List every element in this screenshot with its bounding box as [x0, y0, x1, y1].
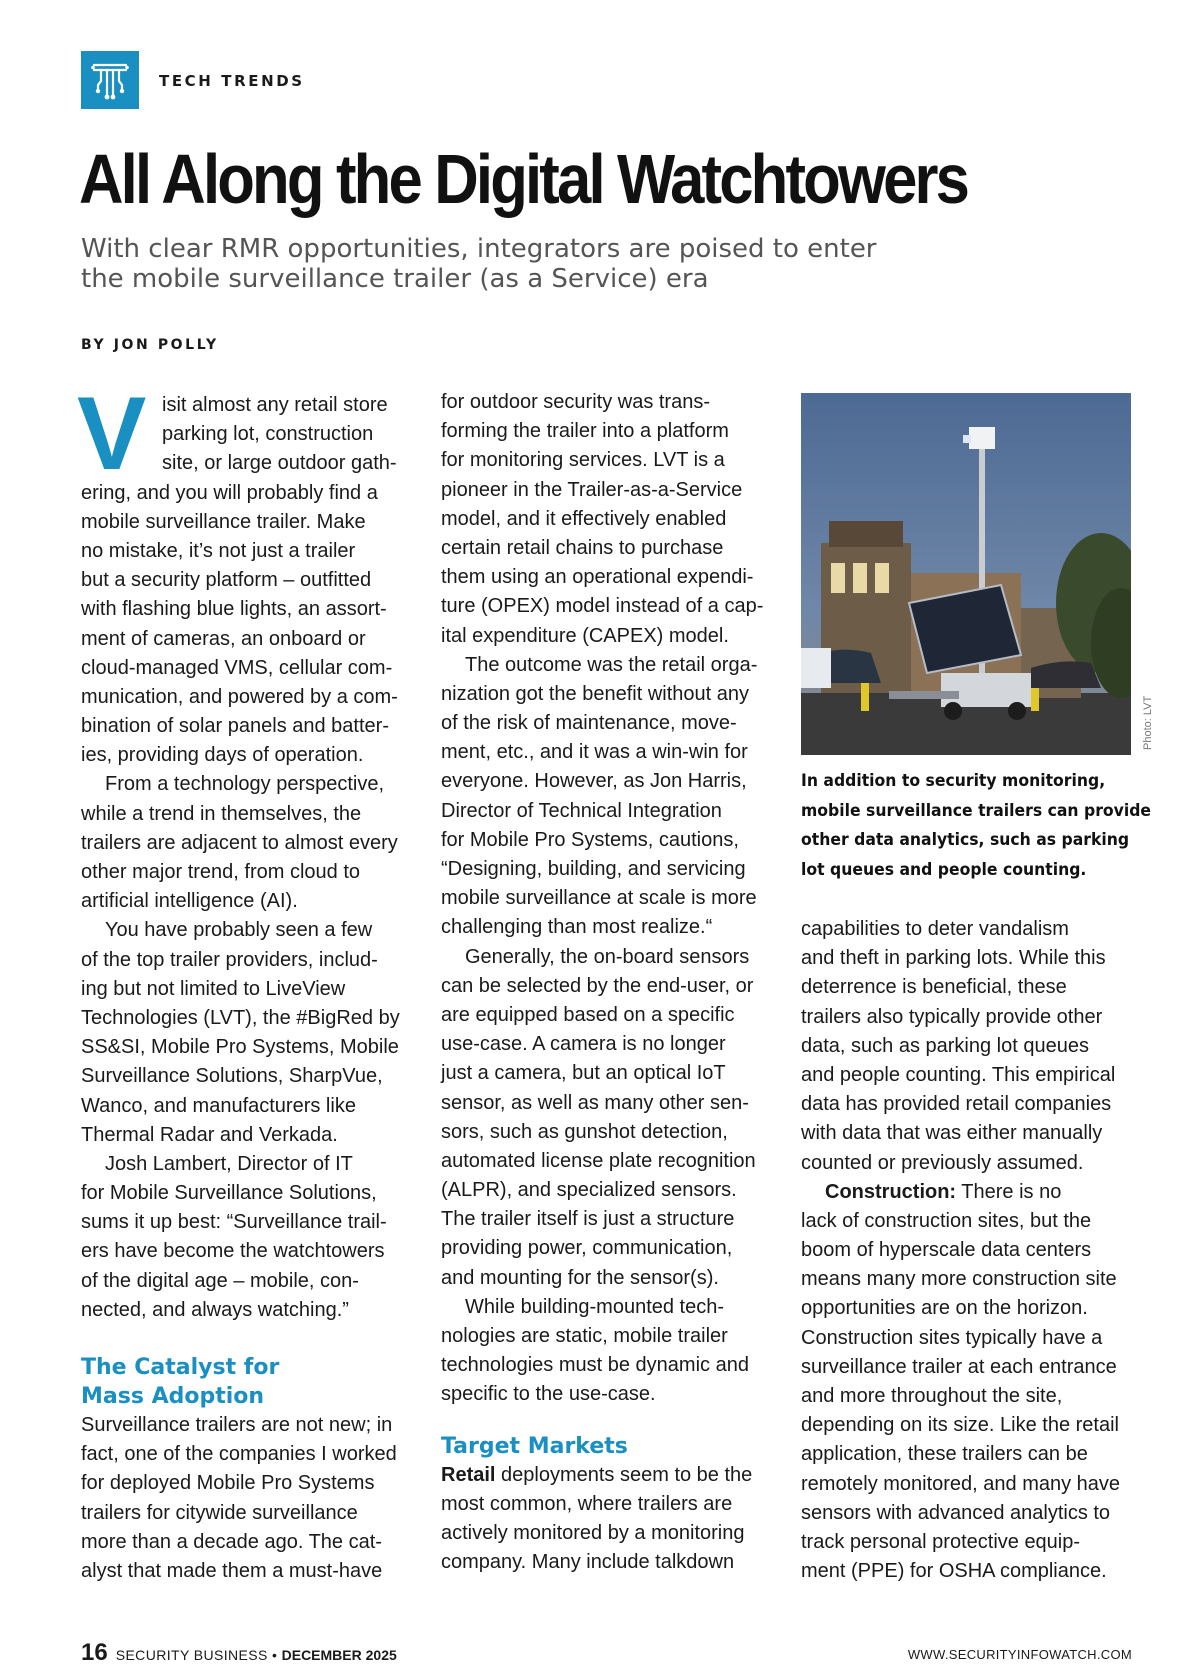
text-line: ment, etc., and it was a win-win for [441, 741, 748, 764]
text-line: while a trend in themselves, the [81, 802, 362, 825]
text-line: site, or large outdoor gath- [162, 452, 397, 475]
text-line: Construction sites typically have a [801, 1326, 1103, 1349]
text-line: of the top trailer providers, includ- [81, 948, 378, 971]
text-line: ies, providing days of operation. [81, 744, 364, 767]
text-line: them using an operational expendi- [441, 566, 754, 589]
text-line: Thermal Radar and Verkada. [81, 1123, 338, 1146]
text-line: deterrence is beneficial, these [801, 976, 1067, 999]
text-line: While building-mounted tech- [465, 1295, 725, 1318]
text-line: nected, and always watching.” [81, 1298, 349, 1321]
text-line: Wanco, and manufacturers like [81, 1094, 356, 1117]
text-line: The trailer itself is just a structure [441, 1208, 735, 1231]
column-1 [77, 376, 426, 1586]
text-line: fact, one of the companies I worked [81, 1443, 397, 1466]
text-line: boom of hyperscale data centers [801, 1239, 1092, 1262]
text-line: sums it up best: “Surveillance trail- [81, 1211, 387, 1234]
text-line: more than a decade ago. The cat- [81, 1530, 382, 1553]
text-line: ing but not limited to LiveView [81, 977, 346, 1000]
text-line: but a security platform – outfitted [81, 569, 372, 592]
text-line: capabilities to deter vandalism [801, 918, 1069, 940]
paragraph-intro [77, 376, 426, 770]
paragraph [441, 1293, 786, 1410]
text-line: track personal protective equip- [801, 1530, 1081, 1553]
page-number: 16 [81, 1639, 108, 1666]
text-line: data, such as parking lot queues [801, 1034, 1089, 1057]
text-line: trailers for citywide surveillance [81, 1501, 358, 1524]
deck-line: With clear RMR opportunities, integrators are poised to enter [81, 234, 877, 264]
text-line: for Mobile Surveillance Solutions, [81, 1182, 377, 1205]
text-line: and people counting. This empirical [801, 1063, 1116, 1086]
spacer [81, 1325, 426, 1353]
text-line: company. Many include talkdown [441, 1551, 735, 1574]
text-line: forming the trailer into a platform [441, 420, 729, 443]
text-line: and more throughout the site, [801, 1385, 1063, 1407]
text-line: lack of construction sites, but the [801, 1209, 1092, 1232]
text-line: ering, and you will probably find a [81, 481, 378, 504]
column-3 [801, 915, 1151, 1586]
footer-separator: • [267, 1647, 282, 1663]
text-line: munication, and powered by a com- [81, 685, 398, 708]
text-line: ers have become the watchtowers [81, 1240, 385, 1263]
text-line: Director of Technical Integration [441, 799, 722, 822]
paragraph [81, 1411, 426, 1586]
text-line: sensor, as well as many other sen- [441, 1091, 749, 1114]
text-line: ment (PPE) for OSHA compliance. [801, 1560, 1107, 1583]
paragraph [441, 943, 786, 1293]
subhead-line: Mass Adoption [81, 1384, 265, 1409]
spacer [441, 1410, 786, 1432]
paragraph [81, 770, 426, 916]
text-line: Generally, the on-board sensors [465, 945, 750, 968]
text-line: everyone. However, as Jon Harris, [441, 770, 747, 793]
text-line: counted or previously assumed. [801, 1151, 1084, 1174]
text-run: deployments seem to be the [495, 1463, 753, 1486]
text-line: most common, where trailers are [441, 1492, 733, 1515]
text-line: and mounting for the sensor(s). [441, 1266, 719, 1289]
text-line: Technologies (LVT), the #BigRed by [81, 1006, 400, 1029]
text-line: just a camera, but an optical IoT [441, 1062, 726, 1085]
text-line: Surveillance trailers are not new; in [81, 1414, 393, 1436]
text-line: of the risk of maintenance, move- [441, 712, 737, 735]
trailer-photo [801, 393, 1131, 755]
text-line: trailers also typically provide other [801, 1005, 1103, 1028]
text-line: surveillance trailer at each entrance [801, 1355, 1117, 1378]
column-2 [441, 388, 786, 1577]
text-line: are equipped based on a specific [441, 1003, 735, 1026]
text-line: nologies are static, mobile trailer [441, 1325, 728, 1347]
subhead-catalyst [81, 1353, 426, 1411]
text-line: model, and it effectively enabled [441, 507, 727, 530]
text-line: of the digital age – mobile, con- [81, 1269, 359, 1292]
byline: BY JON POLLY [81, 337, 219, 353]
text-line: depending on its size. Like the retail [801, 1414, 1119, 1437]
paragraph [81, 916, 426, 1150]
text-line: nization got the benefit without any [441, 682, 749, 705]
text-line: “Designing, building, and servicing [441, 858, 746, 880]
text-line: providing power, communication, [441, 1237, 733, 1260]
text-line: (ALPR), and specialized sensors. [441, 1179, 737, 1202]
text-line: with flashing blue lights, an assort- [81, 598, 387, 621]
text-line: use-case. A camera is no longer [441, 1033, 726, 1056]
caption-line: mobile surveillance trailers can provide [801, 800, 1152, 821]
text-line: remotely monitored, and many have [801, 1472, 1121, 1495]
text-line: specific to the use-case. [441, 1383, 656, 1406]
photo-caption [801, 767, 1152, 885]
run-in-lead: Retail [441, 1463, 496, 1486]
text-line: ital expenditure (CAPEX) model. [441, 624, 729, 647]
section-label: TECH TRENDS [159, 72, 305, 90]
text-line: no mistake, it’s not just a trailer [81, 539, 356, 562]
text-line: isit almost any retail store [162, 394, 388, 416]
text-line [801, 1178, 1151, 1207]
text-line: From a technology perspective, [105, 773, 385, 796]
text-line: actively monitored by a monitoring [441, 1521, 745, 1544]
text-line: SS&SI, Mobile Pro Systems, Mobile [81, 1036, 399, 1059]
deck [81, 234, 881, 294]
subhead-target-markets: Target Markets [441, 1433, 628, 1459]
text-line: The outcome was the retail orga- [465, 653, 758, 676]
caption-line: In addition to security monitoring, [801, 771, 1106, 791]
paragraph [81, 1150, 426, 1325]
text-line: can be selected by the end-user, or [441, 974, 754, 997]
text-line: sors, such as gunshot detection, [441, 1120, 728, 1143]
text-line: mobile surveillance at scale is more [441, 887, 757, 910]
deck-line: the mobile surveillance trailer (as a Service) era [81, 264, 709, 294]
text-line: for outdoor security was trans- [441, 391, 710, 413]
text-line: means many more construction site [801, 1268, 1117, 1291]
headline: All Along the Digital Watchtowers [79, 140, 968, 218]
text-line: trailers are adjacent to almost every [81, 831, 398, 854]
caption-line: other data analytics, such as parking [801, 830, 1130, 850]
text-line: and theft in parking lots. While this [801, 947, 1106, 970]
text-line: data has provided retail companies [801, 1093, 1112, 1116]
paragraph [441, 388, 786, 651]
paragraph [441, 651, 786, 943]
text-line: sensors with advanced analytics to [801, 1501, 1111, 1524]
text-line: Josh Lambert, Director of IT [105, 1152, 353, 1175]
text-line: certain retail chains to purchase [441, 536, 724, 559]
issue-date: DECEMBER 2025 [281, 1647, 397, 1663]
text-line: for Mobile Pro Systems, cautions, [441, 828, 739, 851]
section-logo [81, 51, 139, 109]
caption-line: lot queues and people counting. [801, 859, 1087, 880]
photo-credit: Photo: LVT [1142, 695, 1154, 750]
text-line: ture (OPEX) model instead of a cap- [441, 595, 764, 618]
text-line: parking lot, construction [162, 423, 374, 446]
text-line: mobile surveillance trailer. Make [81, 510, 366, 533]
page-footer [81, 1639, 397, 1667]
text-line: application, these trailers can be [801, 1443, 1088, 1466]
paragraph [801, 1178, 1151, 1587]
website-url: WWW.SECURITYINFOWATCH.COM [907, 1647, 1132, 1662]
paragraph [801, 915, 1151, 1178]
text-run: There is no [956, 1180, 1062, 1203]
text-line: other major trend, from cloud to [81, 861, 361, 883]
publication-name: SECURITY BUSINESS [115, 1647, 268, 1663]
text-line [441, 1461, 786, 1490]
text-line: automated license plate recognition [441, 1149, 756, 1172]
text-line: with data that was either manually [801, 1122, 1103, 1145]
text-line: opportunities are on the horizon. [801, 1297, 1088, 1320]
subhead-line: The Catalyst for [81, 1355, 280, 1380]
text-line: for deployed Mobile Pro Systems [81, 1472, 375, 1495]
paragraph [441, 1461, 786, 1578]
text-line: alyst that made them a must-have [81, 1559, 383, 1582]
text-line: artificial intelligence (AI). [81, 890, 298, 913]
text-line: pioneer in the Trailer-as-a-Service [441, 478, 743, 501]
text-line: technologies must be dynamic and [441, 1354, 749, 1377]
text-line: Surveillance Solutions, SharpVue, [81, 1065, 383, 1088]
text-line: cloud-managed VMS, cellular com- [81, 656, 393, 679]
run-in-lead: Construction: [825, 1180, 957, 1203]
text-line: You have probably seen a few [105, 919, 373, 942]
text-line: for monitoring services. LVT is a [441, 449, 725, 472]
drop-cap: V [77, 376, 147, 492]
circuit-t-icon [81, 51, 139, 109]
text-line: bination of solar panels and batter- [81, 715, 389, 738]
text-line: challenging than most realize.“ [441, 916, 713, 939]
text-line: ment of cameras, an onboard or [81, 627, 366, 650]
